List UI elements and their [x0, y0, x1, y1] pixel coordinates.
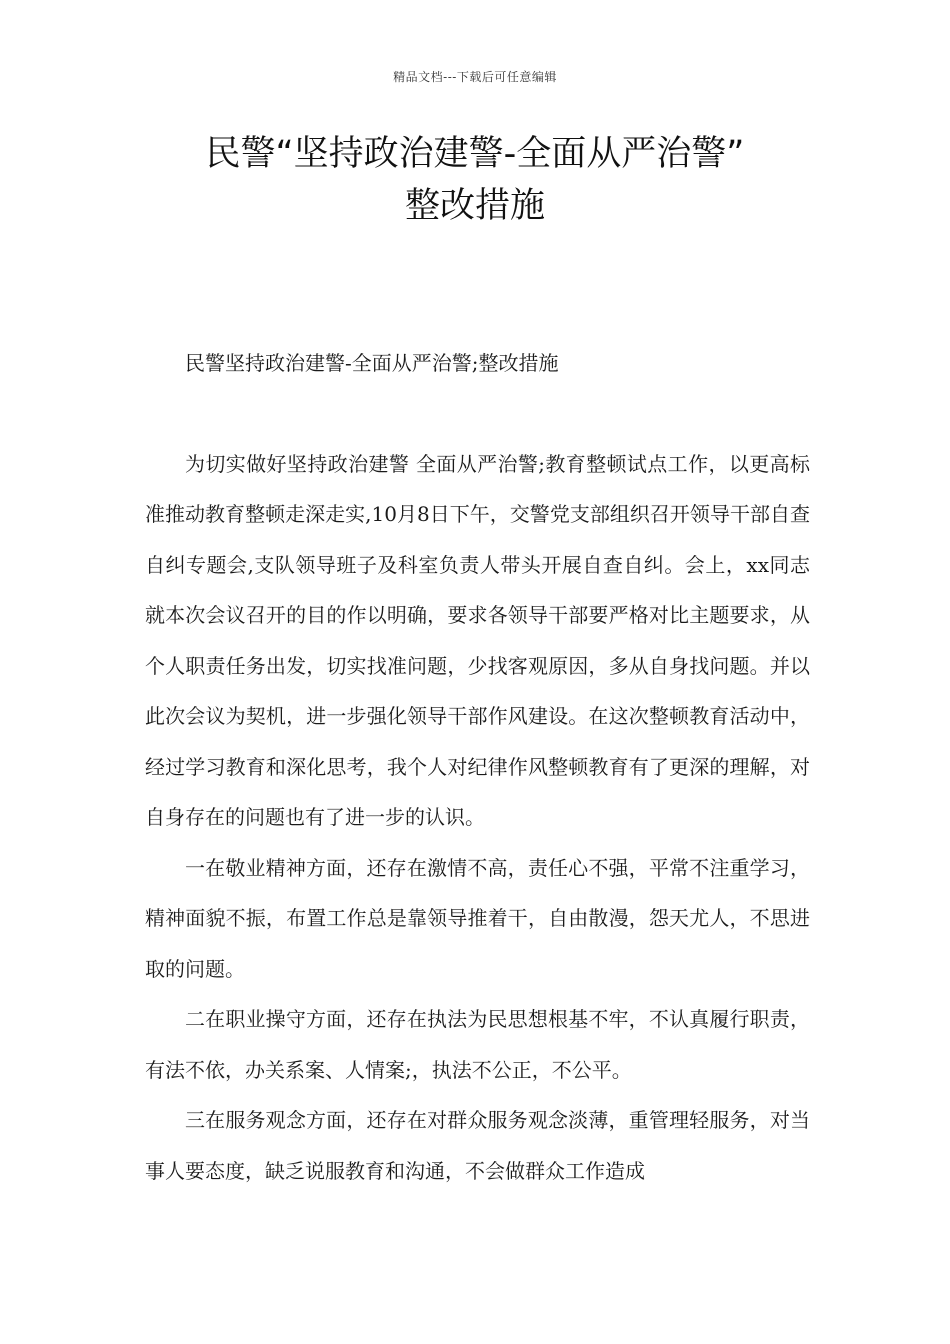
document-subtitle: 民警坚持政治建警-全面从严治警;整改措施 [185, 351, 559, 375]
document-title-line-1: 民警“坚持政治建警-全面从严治警” [205, 134, 745, 174]
paragraph-service-concept: 三在服务观念方面，还存在对群众服务观念淡薄，重管理轻服务，对当事人要态度，缺乏说服教育和沟通，不会做群众工作造成 [145, 1108, 810, 1183]
paragraph-intro: 为切实做好坚持政治建警 全面从严治警;教育整顿试点工作，以更高标准推动教育整顿走深走实,10月8日下午，交警党支部组织召开领导干部自查自纠专题会,支队领导班子及科室负责人带头开展自查自纠。会上，xx同志就本次会议召开的目的作以明确，要求各领导干部要严格对比主题要求，从个人职责任务出发，切实找准问题，少找客观原因，多从自身找问题。并以此次会议为契机，进一步强化领导干部作风建设。在这次整顿教育活动中，经过学习教育和深化思考，我个人对纪律作风整顿教育有了更深的理解，对自身存在的问题也有了进一步的认识。 [145, 451, 810, 829]
paragraph-professional-ethics: 二在职业操守方面，还存在执法为民思想根基不牢，不认真履行职责，有法不依，办关系案、人情案;，执法不公正，不公平。 [145, 1007, 810, 1082]
page-header-note: 精品文档---下载后可任意编辑 [393, 70, 557, 84]
document-body [145, 338, 810, 1196]
document-title [120, 128, 830, 232]
paragraph-dedication: 一在敬业精神方面，还存在激情不高，责任心不强，平常不注重学习，精神面貌不振，布置工作总是靠领导推着干，自由散漫，怨天尤人，不思进取的问题。 [145, 855, 810, 981]
document-title-line-2: 整改措施 [404, 186, 545, 226]
